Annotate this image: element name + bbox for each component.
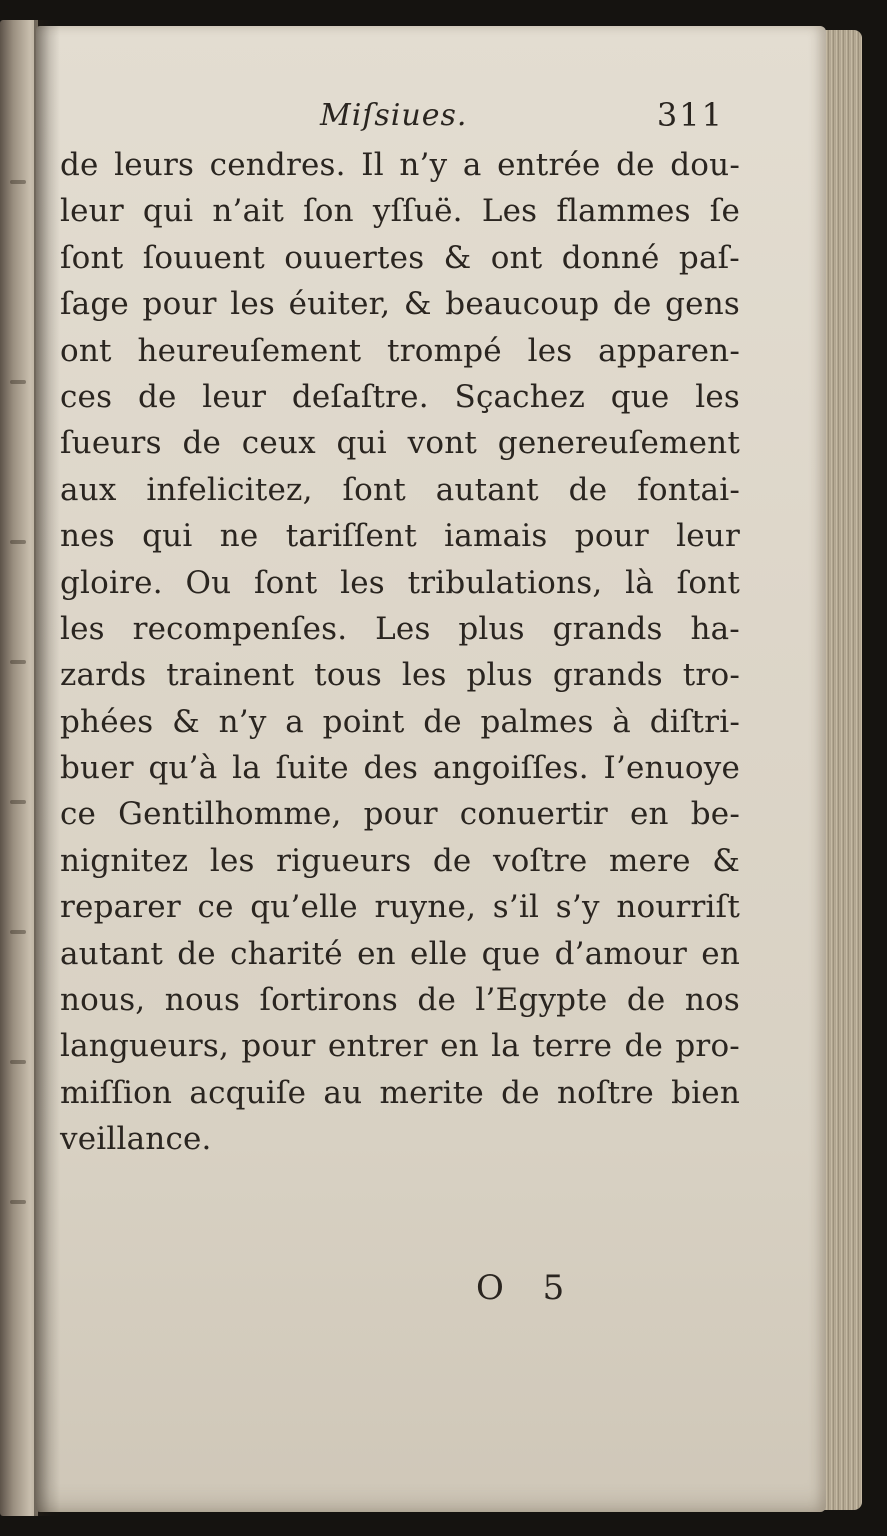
text-line: de leurs cendres. Il n’y a entrée de dou- xyxy=(60,147,740,183)
page-number: 311 xyxy=(656,96,724,134)
text-line: miſſion acquiſe au merite de noſtre bien xyxy=(60,1074,740,1111)
text-line: leur qui n’ait ſon yſſuë. Les flammes ſe xyxy=(60,193,740,230)
bleed-mark xyxy=(10,540,26,544)
bleed-mark xyxy=(10,660,26,664)
bleed-mark xyxy=(10,800,26,804)
bleed-mark xyxy=(10,1200,26,1204)
text-line: reparer ce qu’elle ruyne, s’il s’y nourriſt xyxy=(60,889,740,926)
signature-mark: O 5 xyxy=(476,1268,579,1308)
text-line: ſage pour les éuiter, & beaucoup de gens xyxy=(60,286,740,323)
text-line: ces de leur deſaſtre. Sçachez que les xyxy=(60,378,740,415)
bleed-mark xyxy=(10,380,26,384)
facing-page-edge xyxy=(0,20,38,1516)
gutter-shadow xyxy=(34,20,60,1516)
bleed-mark xyxy=(10,1060,26,1064)
text-block xyxy=(60,86,740,1163)
book-page xyxy=(36,26,826,1512)
text-line: les recompenſes. Les plus grands ha- xyxy=(60,610,740,647)
text-line: phées & n’y a point de palmes à diſtri- xyxy=(60,703,740,740)
running-head xyxy=(60,86,740,142)
text-line: ce Gentilhomme, pour conuertir en be- xyxy=(60,796,740,833)
bleed-mark xyxy=(10,930,26,934)
text-line: langueurs, pour entrer en la terre de pro- xyxy=(60,1028,740,1065)
text-line: veillance. xyxy=(60,1121,212,1158)
text-line: nous, nous ſortirons de l’Egypte de nos xyxy=(60,982,740,1019)
running-title: Miſsiues. xyxy=(320,98,468,133)
text-line: aux infelicitez, ſont autant de fontai- xyxy=(60,471,740,508)
text-line: ont heureuſement trompé les apparen- xyxy=(60,332,740,369)
text-line: gloire. Ou ſont les tribulations, là ſont xyxy=(60,564,740,601)
text-line: ſueurs de ceux qui vont genereuſement xyxy=(60,425,740,462)
bleed-mark xyxy=(10,180,26,184)
body-text xyxy=(60,142,740,1163)
text-line: nes qui ne tariſſent iamais pour leur xyxy=(60,518,740,555)
text-line: zards trainent tous les plus grands tro- xyxy=(60,657,740,694)
text-line: nignitez les rigueurs de voſtre mere & xyxy=(60,842,740,879)
text-line: autant de charité en elle que d’amour en xyxy=(60,935,740,972)
text-line: buer qu’à la ſuite des angoiſſes. I’enuoye xyxy=(60,750,740,787)
text-line: ſont ſouuent ouuertes & ont donné paſ- xyxy=(60,239,740,276)
